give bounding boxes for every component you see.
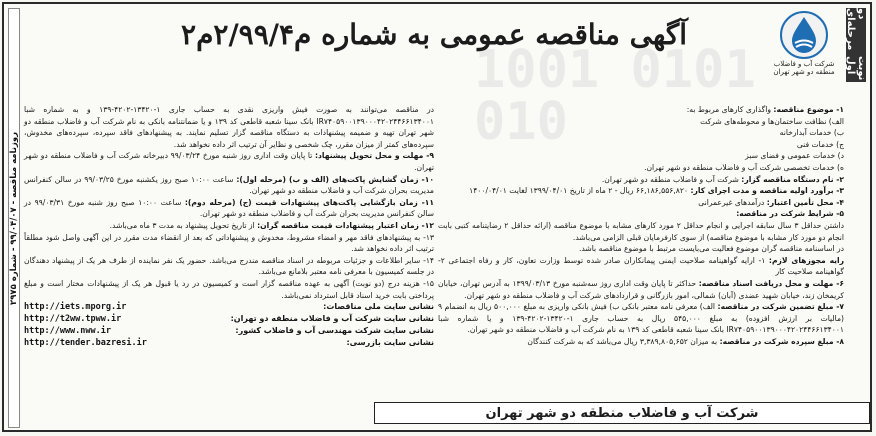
- clause: [438, 174, 844, 186]
- clause-text: ه) خدمات تخصصی شرکت آب و فاضلاب منطقه دو شهر تهران.: [644, 162, 844, 172]
- clause-text: ب) خدمات آبدارخانه: [779, 128, 844, 138]
- clause-text: الف) نظافت ساختمان‌ها و محوطه‌های شرکت: [700, 116, 844, 126]
- website-label: نشانی سایت شرکت آب و فاضلاب منطقه دو تهران:: [230, 314, 434, 324]
- footer-org: شرکت آب و فاضلاب منطقه دو شهر تهران: [374, 402, 870, 424]
- clause-text: حداکثر تا پایان وقت اداری روز سه‌شنبه مورخ ۱۳۹۹/۰۳/۱۳ به آدرس تهران، خیابان کریمخان زند، خیابان شهید عضدی (آبان) شمالی، امور بازرگانی و قراردادهای شرکت آب و فاضلاب منطقه دو شهر تهران.: [438, 278, 844, 300]
- clause-text: ۱- ارایه گواهینامه صلاحیت ایمنی پیمانکاران صادر شده توسط وزارت تعاون، کار و رفاه اجتماعی ۲- گواهینامه صلاحیت کار: [438, 255, 844, 277]
- newspaper-strip-text: روزنامه مناقصه - ۹۹/۰۴/۰۷ - شماره ۲۹۷۵: [9, 131, 19, 305]
- website-link[interactable]: http://t2ww.tpww.ir: [24, 314, 122, 325]
- website-link[interactable]: http://iets.mporg.ir: [24, 302, 127, 313]
- water-drop-icon: [779, 10, 829, 60]
- clause-text: در مناقصه می‌توانند به صورت فیش واریزی نقدی به حساب جاری ۱-۱۳۴۲۰-۴۲۰۲-۱۳۹ و به شماره شبا IR۷۴۰۵۹۰۰۱۳۹۰۰۰۴۲۰۲۴۴۶۶۱۳۴۰۰۱ بانک سینا شعبه قاطعی کد ۱۳۹ و یا ضمانتنامه بانکی به نام شرکت آب و فاضلاب منطقه دو شهر تهران تهیه و ضمیمه پیشنهادات به دستگاه مناقصه گزار تسلیم نمایند. به پیشنهادهای فاقد سپرده، سپرده‌های مخدوش، سپرده‌های کمتر از میزان مقرر، چک شخصی و نظایر آن ترتیب اثر داده نخواهد شد.: [24, 105, 434, 149]
- watermark: 1001 0101 010: [474, 40, 756, 152]
- clause-label: ۱۱- زمان بازگشایی پاکت‌های پیشنهادات قیمت (ج) (مرحله دوم):: [184, 197, 435, 207]
- clause: [438, 116, 844, 128]
- clause-text: واگذاری کارهای مربوط به:: [686, 105, 771, 114]
- clause-text: درآمدهای غیرعمرانی: [698, 197, 765, 207]
- clause-label: ۱۰- زمان گشایش پاکت‌های (الف و ب) (مرحله اول):: [236, 174, 434, 184]
- clause-label: ۸- مبلغ سپرده شرکت در مناقصه:: [719, 336, 844, 346]
- clause: [438, 208, 844, 220]
- clause-text: ج) خدمات فنی: [796, 139, 844, 149]
- badge-stage-text: دو مرحله‌ای: [845, 8, 867, 51]
- clause-text: شرکت آب و فاضلاب منطقه دو شهر تهران.: [601, 174, 739, 184]
- clause: [438, 301, 844, 336]
- clause-text: الف) معرفی نامه معتبر بانکی ب) فیش بانکی واریزی به مبلغ ۵۰۰,۰۰۰ ریال به انضمام ۹ (مالیات بر ارزش افزوده) به مبلغ ۵۴۵,۰۰۰ ریال به حساب جاری ۱-۱۳۴۲۰-۴۲۰۲-۱۳۹ و یا شماره شبا IR۷۴۰۵۹۰۰۱۳۹۰۰۰۴۲۰۲۴۴۶۶۱۳۴۰۰۱ بانک سینا شعبه قاطعی کد ۱۳۹ به نام شرکت آب و فاضلاب منطقه دو شهر تهران.: [438, 302, 844, 335]
- page-title: آگهی مناقصه عمومی به شماره م۲/۹۹/۴م۲: [181, 18, 687, 51]
- website-link[interactable]: http://www.nww.ir: [24, 326, 111, 337]
- website-label: نشانی سایت شرکت مهندسی آب و فاضلاب کشور:: [235, 326, 434, 336]
- website-row: [24, 301, 434, 313]
- newspaper-strip: [8, 8, 20, 428]
- clause-text: تا پایان وقت اداری روز شنبه مورخ ۹۹/۰۳/۲۴ دبیرخانه شرکت آب و فاضلاب منطقه دو شهر تهران.: [24, 151, 434, 172]
- clause: [438, 104, 844, 116]
- clause: [438, 185, 844, 197]
- clause: [438, 243, 844, 255]
- clause-text: ۱۳- به پیشنهادهای فاقد مهر و امضاء مشروط، مخدوش و پیشنهاداتی که بعد از انقضاء مدت مقرر در این آگهی واصل شود مطلقاً ترتیب اثر داده نخواهد شد.: [24, 232, 434, 254]
- clause: [24, 232, 434, 255]
- clause: [438, 278, 844, 301]
- clause-label: ۵- شرایط شرکت در مناقصه:: [736, 209, 844, 219]
- clause: [438, 162, 844, 174]
- clause: [438, 127, 844, 139]
- clause: [24, 104, 434, 150]
- clause-label: ۳- برآورد اولیه مناقصه و مدت اجرای کار:: [690, 186, 844, 196]
- clause-label: ۹- مهلت و محل تحویل پیشنهاد:: [314, 151, 435, 161]
- right-column: [438, 104, 844, 347]
- company-logo: [768, 10, 840, 82]
- clause-text: د) خدمات عمومی و فضای سبز: [745, 151, 844, 161]
- website-row: [24, 313, 434, 325]
- website-link[interactable]: http://tender.bazresi.ir: [24, 338, 147, 349]
- website-label: نشانی سایت بازرسی:: [346, 338, 434, 348]
- clause-label: ۱۲- زمان اعتبار پیشنهادات قیمت مناقصه گران:: [257, 220, 434, 230]
- clause-label: ۷- مبلغ تضمین شرکت در مناقصه:: [717, 302, 844, 312]
- website-row: [24, 325, 434, 337]
- left-column: [24, 104, 434, 349]
- clause: [24, 150, 434, 173]
- clause: [24, 174, 434, 197]
- clause: [438, 255, 844, 278]
- clause-text: داشتن حداقل ۳ سال سابقه اجرایی و انجام حداقل ۲ مورد کارهای مشابه با موضوع مناقصه (ارائه حداقل ۲ رضایتنامه کتبی بابت انجام دو مورد کار مشابه با موضوع مناقصه) از سوی کارفرمایان قبلی الزامی می‌باشد.: [438, 220, 844, 242]
- clause: [24, 255, 434, 278]
- clause: [438, 197, 844, 209]
- clause-text: به میزان ۳,۳۸۹,۸۰۵,۶۵۲ ریال می‌باشد که به شرکت کنندگان: [527, 336, 718, 346]
- clause-text: ساعت ۱۰:۰۰ صبح روز شنبه مورخ ۹۹/۰۳/۳۱ در سالن کنفرانس مدیریت بحران شرکت آب و فاضلاب منطقه دو شهر تهران.: [24, 197, 434, 219]
- badge-round-text: نوبت اول: [845, 56, 867, 81]
- clause-text: ۶۶,۱۸۶,۵۵۶,۸۲۰ ریال - ۲ ماه از تاریخ ۱۳۹۹/۰۴/۰۱ لغایت ۱۴۰۰/۰۴/۰۱: [469, 186, 689, 196]
- clause-label: ۶- مهلت و محل دریافت اسناد مناقصه:: [698, 278, 844, 288]
- clause-text: ۱۵- هزینه درج (دو نوبت) آگهی به عهده مناقصه گزار است و کمیسیون در رد یا قبول هر یک از پیشنهادات مختار است و مبلغ پرداختی بابت خرید اسناد قابل استرداد نمی‌باشد.: [24, 278, 434, 300]
- clause-label: رایه مجوزهای لازم:: [768, 255, 845, 265]
- clause: [438, 220, 844, 243]
- clause: [24, 197, 434, 220]
- clause: [24, 278, 434, 301]
- clause-text: ساعت ۱۰:۰۰ صبح روز یکشنبه مورخ ۹۹/۰۳/۲۵ در سالن کنفرانس مدیریت بحران شرکت آب و فاضلاب منطقه دو شهر تهران.: [24, 174, 434, 196]
- clause: [438, 139, 844, 151]
- clause-text: از تاریخ تحویل پیشنهاد به مدت ۳ ماه می‌باشد.: [109, 220, 255, 230]
- clause-text: در اساسنامه مناقصه گران موضوع فعالیت می‌بایست مرتبط با موضوع مناقصه باشد.: [578, 244, 844, 254]
- clause: [24, 220, 434, 232]
- tender-notice: [2, 2, 872, 432]
- logo-org-name: شرکت آب و فاضلاب منطقه دو شهر تهران: [773, 60, 835, 76]
- clause-text: ۱۴- سایر اطلاعات و جزئیات مربوطه در اسناد مناقصه مندرج می‌باشد. حضور یک نفر نماینده از طرف هر یک از پیشنهاد دهندگان در جلسه کمیسیون با معرفی نامه معتبر بلامانع می‌باشد.: [24, 255, 434, 277]
- website-label: نشانی سایت ملی مناقصات:: [323, 302, 434, 312]
- clause-label: ۱- موضوع مناقصه:: [773, 105, 844, 114]
- website-row: [24, 337, 434, 349]
- clause: [438, 150, 844, 162]
- clause-label: ۲- نام دستگاه مناقصه گزار:: [741, 174, 844, 184]
- clause: [438, 336, 844, 348]
- clause-label: ۴- محل تأمین اعتبار:: [766, 197, 844, 207]
- stage-badge: [846, 8, 866, 82]
